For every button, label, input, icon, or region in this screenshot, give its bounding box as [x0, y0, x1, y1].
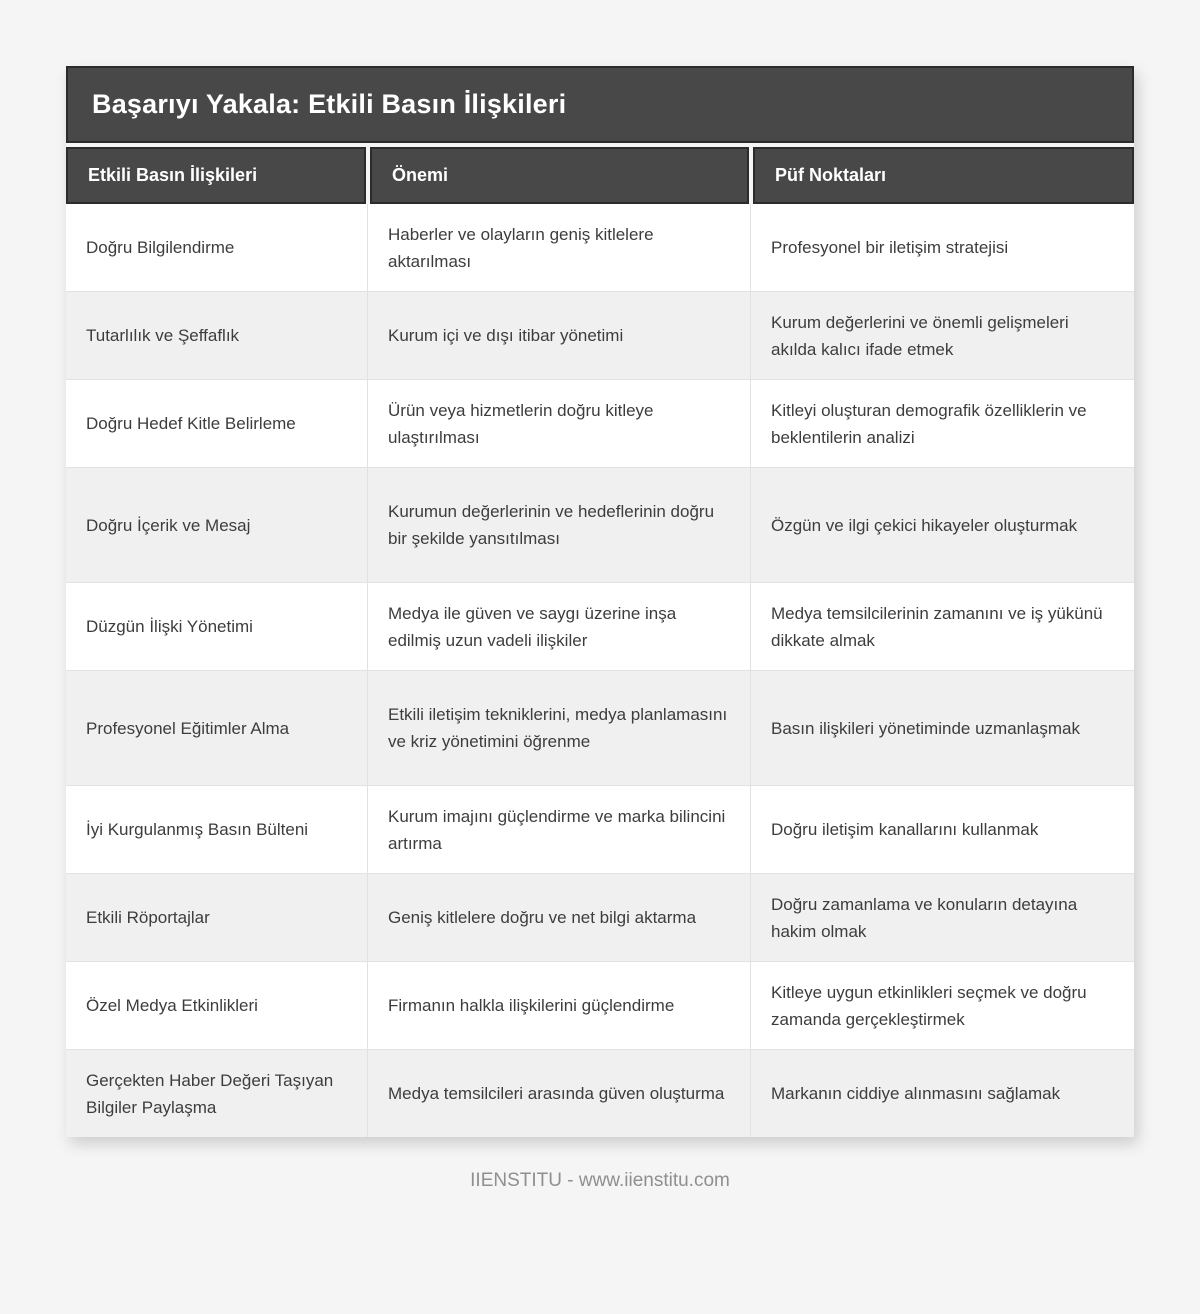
cell-importance: Firmanın halkla ilişkilerini güçlendirme: [368, 962, 751, 1049]
table-row: [66, 291, 1134, 379]
cell-importance: Haberler ve olayların geniş kitlelere aktarılması: [368, 204, 751, 291]
table-row: [66, 961, 1134, 1049]
cell-tip: Kitleye uygun etkinlikleri seçmek ve doğru zamanda gerçekleştirmek: [771, 982, 1087, 1029]
cell-topic: İyi Kurgulanmış Basın Bülteni: [66, 786, 368, 873]
cell-tip: Özgün ve ilgi çekici hikayeler oluşturmak: [771, 515, 1078, 535]
cell-topic: Düzgün İlişki Yönetimi: [66, 583, 368, 670]
table-header-row: [66, 147, 1134, 204]
title-bar: [66, 66, 1134, 143]
table-row: [66, 379, 1134, 467]
cell-tip: Kurum değerlerini ve önemli gelişmeleri akılda kalıcı ifade etmek: [771, 312, 1069, 359]
cell-tip: Profesyonel bir iletişim stratejisi: [771, 238, 1009, 257]
cell-topic: Doğru Bilgilendirme: [66, 204, 368, 291]
cell-topic: Özel Medya Etkinlikleri: [66, 962, 368, 1049]
cell-importance: Medya temsilcileri arasında güven oluşturma: [368, 1050, 751, 1137]
cell-tip: Doğru zamanlama ve konuların detayına hakim olmak: [771, 894, 1078, 941]
cell-topic: Doğru Hedef Kitle Belirleme: [66, 380, 368, 467]
table-card: [66, 66, 1134, 1137]
cell-importance: Kurumun değerlerinin ve hedeflerinin doğru bir şekilde yansıtılması: [368, 468, 751, 582]
cell-tip: Doğru iletişim kanallarını kullanmak: [771, 820, 1039, 839]
table-row: [66, 204, 1134, 291]
table-row: [66, 873, 1134, 961]
cell-importance: Ürün veya hizmetlerin doğru kitleye ulaştırılması: [368, 380, 751, 467]
cell-tip: Basın ilişkileri yönetiminde uzmanlaşmak: [771, 718, 1080, 738]
cell-importance: Etkili iletişim tekniklerini, medya planlamasını ve kriz yönetimini öğrenme: [368, 671, 751, 785]
table-row: [66, 1049, 1134, 1137]
cell-topic: Gerçekten Haber Değeri Taşıyan Bilgiler Paylaşma: [66, 1050, 368, 1137]
table-row: [66, 582, 1134, 670]
table-row: [66, 467, 1134, 582]
cell-tip: Medya temsilcilerinin zamanını ve iş yükünü dikkate almak: [771, 603, 1103, 650]
footer-credit: IIENSTITU - www.iienstitu.com: [470, 1170, 730, 1191]
cell-tip: Markanın ciddiye alınmasını sağlamak: [771, 1084, 1061, 1103]
cell-importance: Geniş kitlelere doğru ve net bilgi aktarma: [368, 874, 751, 961]
column-header-tips: Püf Noktaları: [753, 147, 1134, 204]
cell-importance: Kurum imajını güçlendirme ve marka bilincini artırma: [368, 786, 751, 873]
cell-importance: Medya ile güven ve saygı üzerine inşa edilmiş uzun vadeli ilişkiler: [368, 583, 751, 670]
table-body: [66, 204, 1134, 1137]
cell-importance: Kurum içi ve dışı itibar yönetimi: [368, 292, 751, 379]
cell-topic: Doğru İçerik ve Mesaj: [66, 468, 368, 582]
cell-topic: Tutarlılık ve Şeffaflık: [66, 292, 368, 379]
table-row: [66, 785, 1134, 873]
cell-tip: Kitleyi oluşturan demografik özelliklerin ve beklentilerin analizi: [771, 400, 1087, 447]
table-row: [66, 670, 1134, 785]
page-title: Başarıyı Yakala: Etkili Basın İlişkileri: [92, 89, 567, 119]
column-header-importance: Önemi: [370, 147, 749, 204]
cell-topic: Etkili Röportajlar: [66, 874, 368, 961]
cell-topic: Profesyonel Eğitimler Alma: [66, 671, 368, 785]
column-header-topic: Etkili Basın İlişkileri: [66, 147, 366, 204]
